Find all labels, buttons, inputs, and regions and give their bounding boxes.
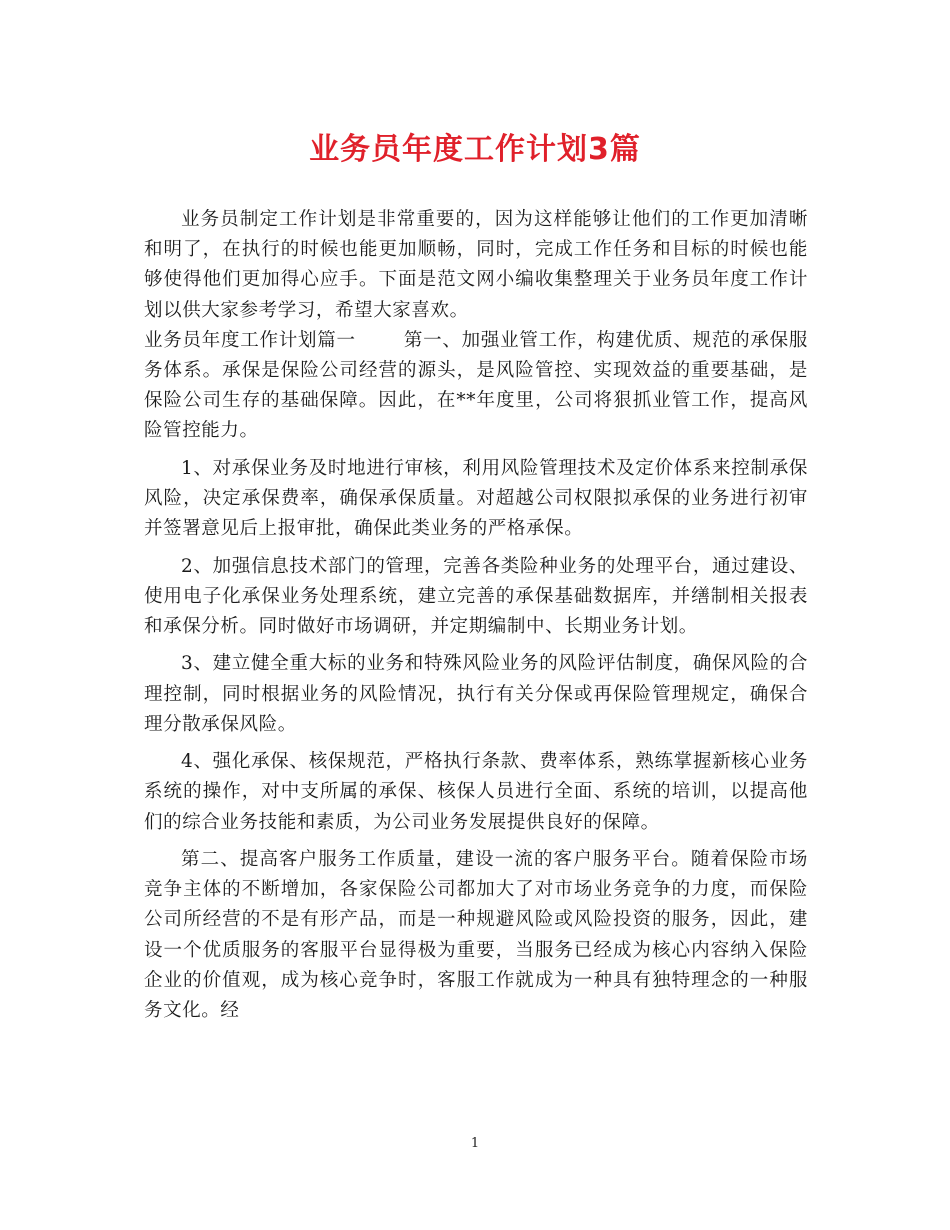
item-3-paragraph: 3、建立健全重大标的业务和特殊风险业务的风险评估制度，确保风险的合理控制，同时根据业务的风险情况，执行有关分保或再保险管理规定，确保合理分散承保风险。	[144, 653, 808, 735]
section-one-text: 第一、加强业管工作，构建优质、规范的承保服务体系。承保是保险公司经营的源头，是风险管控、实现效益的重要基础，是保险公司生存的基础保障。因此，在**年度里，公司将狠抓业管工作，提高风险管控能力。	[144, 329, 808, 442]
section-one-paragraph	[144, 326, 808, 447]
section-heading: 业务员年度工作计划篇一	[144, 329, 356, 351]
document-body	[144, 205, 808, 1033]
document-title: 业务员年度工作计划3篇	[309, 132, 641, 167]
intro-paragraph: 业务员制定工作计划是非常重要的，因为这样能够让他们的工作更加清晰和明了，在执行的时候也能更加顺畅，同时，完成工作任务和目标的时候也能够使得他们更加得心应手。下面是范文网小编收集整理关于业务员年度工作计划以供大家参考学习，希望大家喜欢。	[144, 209, 808, 321]
section-two-paragraph: 第二、提高客户服务工作质量，建设一流的客户服务平台。随着保险市场竞争主体的不断增加，各家保险公司都加大了对市场业务竞争的力度，而保险公司所经营的不是有形产品，而是一种规避风险或风险投资的服务，因此，建设一个优质服务的客服平台显得极为重要，当服务已经成为核心内容纳入保险企业的价值观，成为核心竞争时，客服工作就成为一种具有独特理念的一种服务文化。经	[144, 849, 808, 1022]
item-4-paragraph: 4、强化承保、核保规范，严格执行条款、费率体系，熟练掌握新核心业务系统的操作，对中支所属的承保、核保人员进行全面、系统的培训，以提高他们的综合业务技能和素质，为公司业务发展提供良好的保障。	[144, 751, 808, 833]
item-2-paragraph: 2、加强信息技术部门的管理，完善各类险种业务的处理平台，通过建设、使用电子化承保业务处理系统，建立完善的承保基础数据库，并缮制相关报表和承保分析。同时做好市场调研，并定期编制中、长期业务计划。	[144, 555, 808, 638]
page-number: 1	[470, 1136, 480, 1151]
item-1-paragraph: 1、对承保业务及时地进行审核，利用风险管理技术及定价体系来控制承保风险，决定承保费率，确保承保质量。对超越公司权限拟承保的业务进行初审并签署意见后上报审批，确保此类业务的严格承保。	[144, 457, 808, 540]
